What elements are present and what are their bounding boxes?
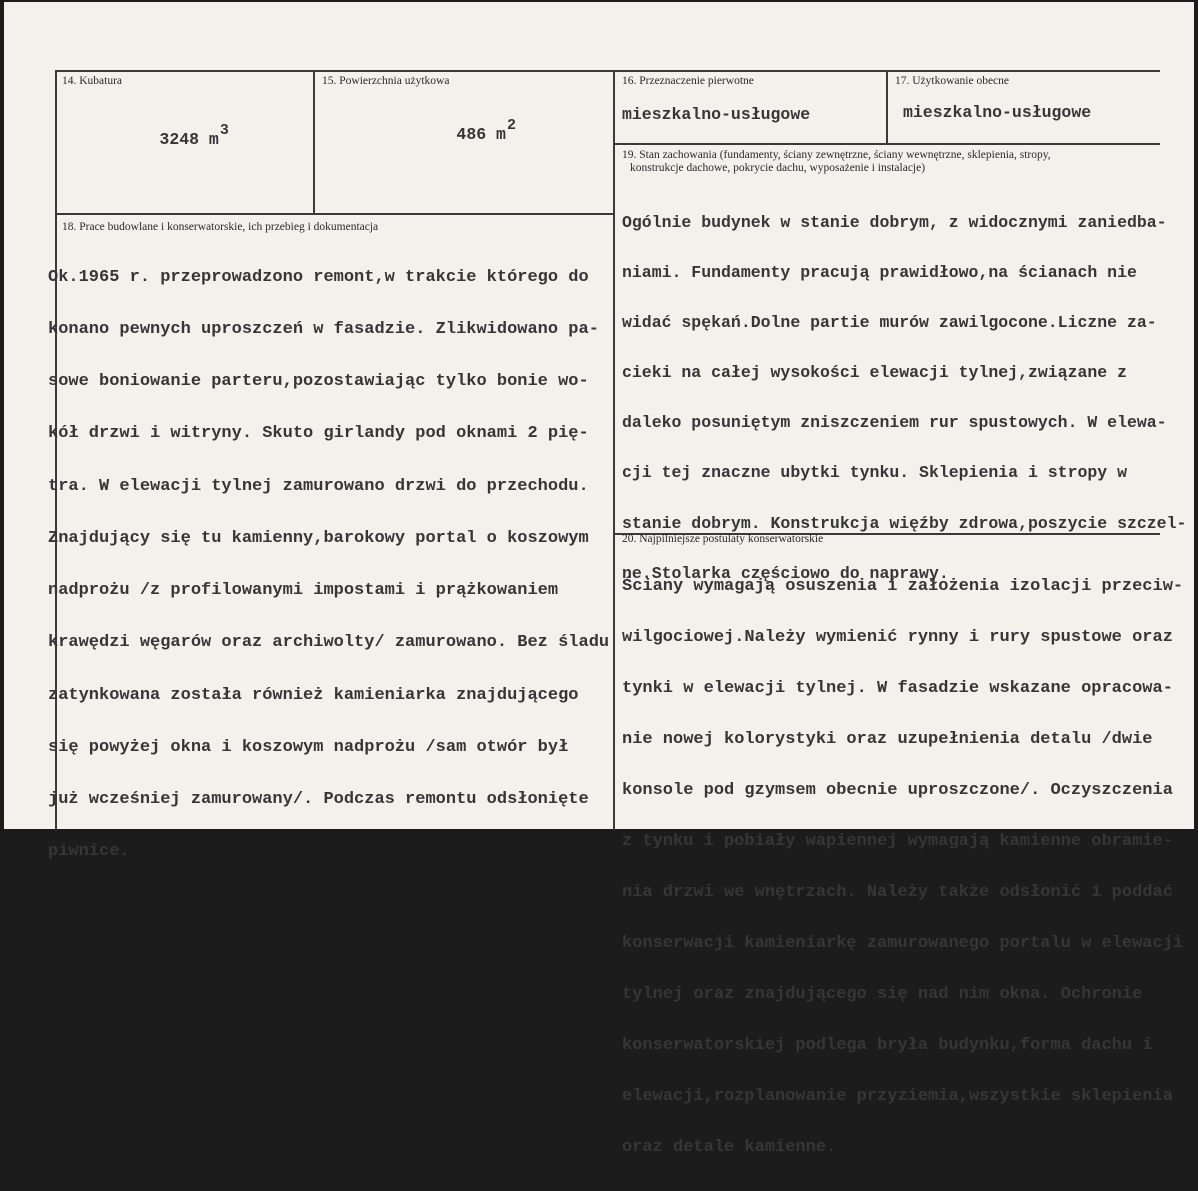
field-label: 19. Stan zachowania (fundamenty, ściany zewnętrzne, ściany wewnętrzne, sklepienia, stropy, (622, 149, 1051, 161)
text-line: się powyżej okna i koszowym nadprożu /sam otwór był (48, 737, 569, 757)
text-line: piwnice. (48, 842, 130, 862)
value-number: 3248 (159, 130, 200, 149)
unit-exponent: 3 (219, 122, 229, 139)
text-line: konserwatorskiej podlega bryła budynku,forma dachu i (622, 1036, 1153, 1055)
text-line: już wcześniej zamurowany/. Podczas remontu odsłonięte (48, 790, 589, 809)
unit-exponent: 2 (506, 117, 516, 134)
field-label: 14. Kubatura (62, 75, 123, 87)
text-line: sowe boniowanie parteru,pozostawiając tylko bonie wo- (48, 372, 589, 392)
text-line: stanie dobrym. Konstrukcja więźby zdrowa,poszycie szczel- (622, 513, 1187, 533)
rule-middle (613, 70, 615, 830)
uzytkowanie-value: mieszkalno-usługowe (903, 103, 1092, 122)
value-unit: m (496, 125, 506, 144)
text-line: zatynkowana została również kamieniarka znajdującego (48, 685, 579, 705)
text-line: konano pewnych uproszczeń w fasadzie. Zlikwidowano pa- (48, 320, 599, 340)
text-line: widać spękań.Dolne partie murów zawilgocone.Liczne za- (622, 313, 1157, 333)
value-unit: m (208, 130, 219, 149)
field-label-continuation: konstrukcje dachowe, pokrycie dachu, wyposażenie i instalacje) (630, 162, 926, 174)
field-label: 15. Powierzchnia użytkowa (322, 75, 450, 87)
text-line: tylnej oraz znajdującego się nad nim okna. Ochronie (622, 985, 1143, 1004)
text-line: konsole pod gzymsem obecnie uproszczone/. Oczyszczenia (622, 781, 1173, 800)
text-line: nia drzwi we wnętrzach. Należy także odsłonić i poddać (622, 883, 1173, 902)
text-line: z tynku i pobiały wapiennej wymagają kamienne obramie- (622, 832, 1173, 851)
przeznaczenie-value: mieszkalno-usługowe (622, 105, 811, 124)
kubatura-value (100, 114, 229, 166)
text-line: Ściany wymagają osuszenia i założenia izolacji przeciw- (622, 577, 1184, 596)
rule-above-19 (613, 143, 1160, 145)
rule-above-18 (55, 213, 613, 215)
postulaty-text (622, 544, 1183, 1190)
text-line: cji tej znaczne ubytki tynku. Sklepienia i stropy w (622, 463, 1127, 483)
text-line: Znajdujący się tu kamienny,barokowy portal o koszowym (48, 528, 589, 548)
field-label: 18. Prace budowlane i konserwatorskie, ich przebieg i dokumentacja (62, 221, 379, 233)
text-line: niami. Fundamenty pracują prawidłowo,na ścianach nie (622, 263, 1137, 283)
text-line: kół drzwi i witryny. Skuto girlandy pod oknami 2 pię- (48, 424, 589, 444)
text-line: daleko posuniętym zniszczeniem rur spustowych. W elewa- (622, 413, 1167, 433)
powierzchnia-value (397, 109, 516, 161)
prace-budowlane-text (48, 234, 609, 895)
text-line: tynki w elewacji tylnej. W fasadzie wskazane opracowa- (622, 679, 1173, 698)
text-line: nie nowej kolorystyki oraz uzupełnienia detalu /dwie (622, 730, 1153, 749)
field-label: 20. Najpilniejsze postulaty konserwatorskie (622, 533, 824, 545)
text-line: nadprożu /z profilowanymi impostami i prążkowaniem (48, 581, 559, 601)
text-line: Ogólnie budynek w stanie dobrym, z widocznymi zaniedba- (622, 212, 1167, 232)
field-label: 16. Przeznaczenie pierwotne (622, 75, 754, 87)
text-line: tra. W elewacji tylnej zamurowano drzwi do przechodu. (48, 476, 589, 496)
text-line: cieki na całej wysokości elewacji tylnej,związane z (622, 363, 1127, 383)
rule-divider-14-15 (313, 70, 315, 213)
text-line: Ok.1965 r. przeprowadzono remont,w trakcie którego do (48, 267, 589, 287)
text-line: konserwacji kamieniarkę zamurowanego portalu w elewacji (622, 934, 1184, 953)
text-line: ne.Stolarka częściowo do naprawy. (622, 563, 949, 583)
text-line: elewacji,rozplanowanie przyziemia,wszystkie sklepienia (622, 1087, 1173, 1106)
value-number: 486 (456, 125, 487, 144)
text-line: krawędzi węgarów oraz archiwolty/ zamurowano. Bez śladu (48, 633, 610, 653)
field-label: 17. Użytkowanie obecne (895, 75, 1010, 87)
text-line: wilgociowej.Należy wymienić rynny i rury spustowe oraz (622, 628, 1173, 647)
rule-divider-16-17 (886, 70, 888, 143)
rule-top (55, 70, 1160, 72)
text-line: oraz detale kamienne. (622, 1138, 837, 1157)
